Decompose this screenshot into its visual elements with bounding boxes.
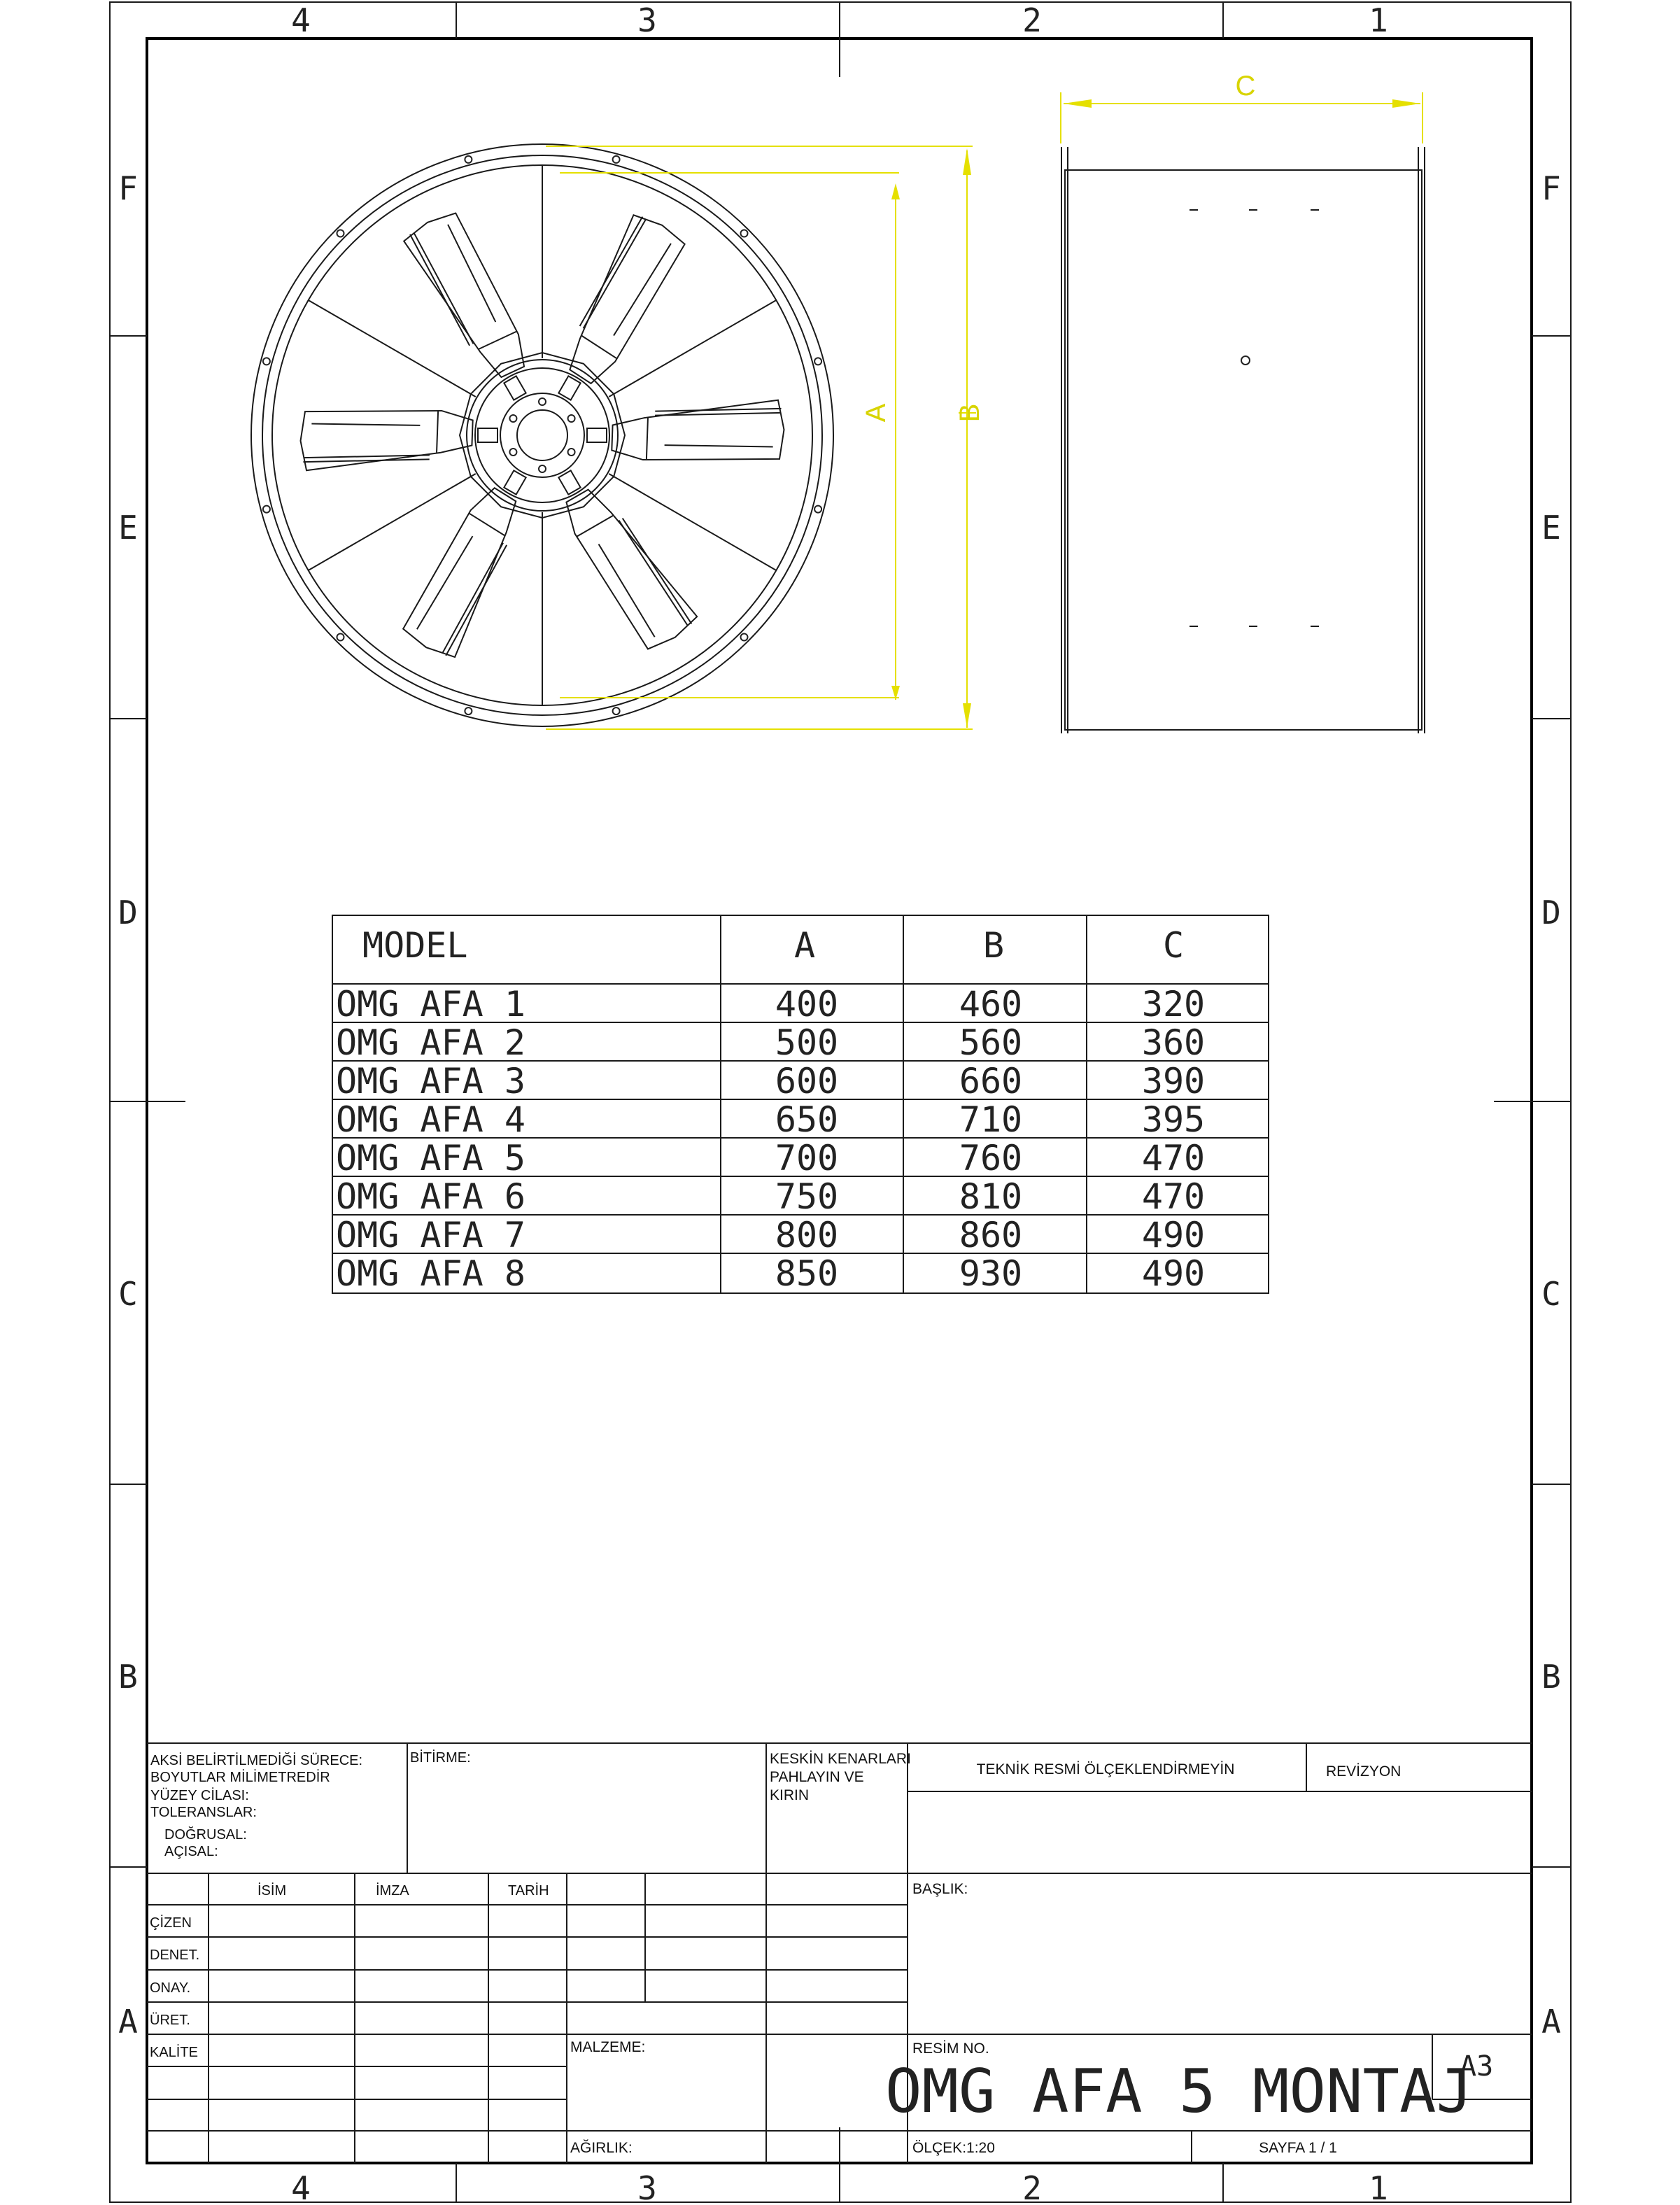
table-cell-model: OMG AFA 2 <box>336 1022 525 1063</box>
sign-row-label: DENET. <box>150 1947 200 1963</box>
finish-label: BİTİRME: <box>410 1750 471 1766</box>
sign-row-label: ÇİZEN <box>150 1915 192 1931</box>
table-cell-value: 395 <box>1141 1099 1206 1140</box>
grid-col-label: 2 <box>1022 2169 1042 2205</box>
title-label: BAŞLIK: <box>912 1881 968 1897</box>
note-line: DOĞRUSAL: <box>164 1827 247 1843</box>
grid-col-label: 2 <box>1022 1 1042 39</box>
note-line: AÇISAL: <box>164 1844 218 1859</box>
grid-row-label: E <box>118 509 138 547</box>
table-cell-value: 700 <box>775 1138 839 1178</box>
note-line: TOLERANSLAR: <box>150 1805 257 1820</box>
table-cell-value: 500 <box>775 1022 839 1063</box>
edges-note: PAHLAYIN VE <box>770 1769 864 1785</box>
grid-row-label: F <box>1541 169 1561 207</box>
grid-row-label: D <box>1541 894 1561 931</box>
grid-row-label: A <box>1541 2003 1561 2041</box>
grid-row-label: E <box>1541 509 1561 547</box>
grid-row-label: A <box>118 2003 138 2041</box>
table-header-a: A <box>794 925 816 966</box>
table-header-b: B <box>983 925 1005 966</box>
grid-col-label: 4 <box>291 2169 311 2205</box>
note-line: AKSİ BELİRTİLMEDİĞİ SÜRECE: <box>150 1753 363 1768</box>
grid-row-label: D <box>118 894 138 931</box>
table-cell-value: 400 <box>775 984 839 1024</box>
page-label: SAYFA 1 / 1 <box>1259 2140 1337 2156</box>
sign-header-date: TARİH <box>508 1883 549 1898</box>
table-cell-model: OMG AFA 7 <box>336 1215 525 1255</box>
table-cell-model: OMG AFA 5 <box>336 1138 525 1178</box>
table-cell-value: 850 <box>775 1253 839 1294</box>
note-line: BOYUTLAR MİLİMETREDİR <box>150 1770 330 1785</box>
sheet-size: A3 <box>1460 2050 1494 2083</box>
sign-row-label: KALİTE <box>150 2045 198 2060</box>
grid-row-label: B <box>118 1658 138 1696</box>
dimension-c-label: C <box>1235 71 1256 101</box>
table-cell-value: 460 <box>959 984 1023 1024</box>
table-cell-model: OMG AFA 6 <box>336 1176 525 1217</box>
grid-col-label: 3 <box>637 1 657 39</box>
table-cell-model: OMG AFA 1 <box>336 984 525 1024</box>
edges-note: KESKİN KENARLARI <box>770 1751 911 1767</box>
table-cell-value: 560 <box>959 1022 1023 1063</box>
table-header-model: MODEL <box>362 925 468 966</box>
sign-header-name: İSİM <box>257 1883 287 1898</box>
sign-header-signature: İMZA <box>376 1883 409 1898</box>
dimension-a-label: A <box>861 403 891 423</box>
grid-row-label: B <box>1541 1658 1561 1696</box>
grid-row-label: C <box>118 1275 138 1313</box>
table-cell-value: 360 <box>1141 1022 1206 1063</box>
grid-row-label: F <box>118 169 138 207</box>
table-header-c: C <box>1163 925 1185 966</box>
table-cell-value: 800 <box>775 1215 839 1255</box>
revision-label: REVİZYON <box>1326 1763 1402 1780</box>
note-line: YÜZEY CİLASI: <box>150 1788 249 1803</box>
dimension-b-label: B <box>954 403 985 423</box>
table-cell-value: 320 <box>1141 984 1206 1024</box>
drawing-no-label: RESİM NO. <box>912 2041 989 2057</box>
table-cell-value: 660 <box>959 1061 1023 1101</box>
drawing-title: OMG AFA 5 MONTAJ <box>885 2057 1473 2127</box>
table-cell-value: 390 <box>1141 1061 1206 1101</box>
grid-row-label: C <box>1541 1275 1561 1313</box>
table-cell-value: 490 <box>1141 1215 1206 1255</box>
table-cell-model: OMG AFA 8 <box>336 1253 525 1294</box>
table-cell-value: 470 <box>1141 1176 1206 1217</box>
scale-label: ÖLÇEK:1:20 <box>912 2140 995 2156</box>
table-cell-value: 710 <box>959 1099 1023 1140</box>
table-cell-value: 930 <box>959 1253 1023 1294</box>
table-cell-value: 600 <box>775 1061 839 1101</box>
table-cell-value: 760 <box>959 1138 1023 1178</box>
grid-col-label: 3 <box>637 2169 657 2205</box>
table-cell-model: OMG AFA 3 <box>336 1061 525 1101</box>
edges-note: KIRIN <box>770 1787 810 1803</box>
table-cell-value: 650 <box>775 1099 839 1140</box>
table-cell-model: OMG AFA 4 <box>336 1099 525 1140</box>
grid-col-label: 1 <box>1369 2169 1388 2205</box>
scale-note: TEKNİK RESMİ ÖLÇEKLENDİRMEYİN <box>976 1761 1235 1777</box>
table-cell-value: 810 <box>959 1176 1023 1217</box>
table-cell-value: 860 <box>959 1215 1023 1255</box>
table-cell-value: 490 <box>1141 1253 1206 1294</box>
weight-label: AĞIRLIK: <box>570 2140 633 2156</box>
material-label: MALZEME: <box>570 2039 646 2055</box>
grid-col-label: 1 <box>1369 1 1388 39</box>
table-cell-value: 470 <box>1141 1138 1206 1178</box>
grid-col-label: 4 <box>291 1 311 39</box>
table-cell-value: 750 <box>775 1176 839 1217</box>
sign-row-label: ONAY. <box>150 1980 191 1996</box>
sign-row-label: ÜRET. <box>150 2013 190 2028</box>
